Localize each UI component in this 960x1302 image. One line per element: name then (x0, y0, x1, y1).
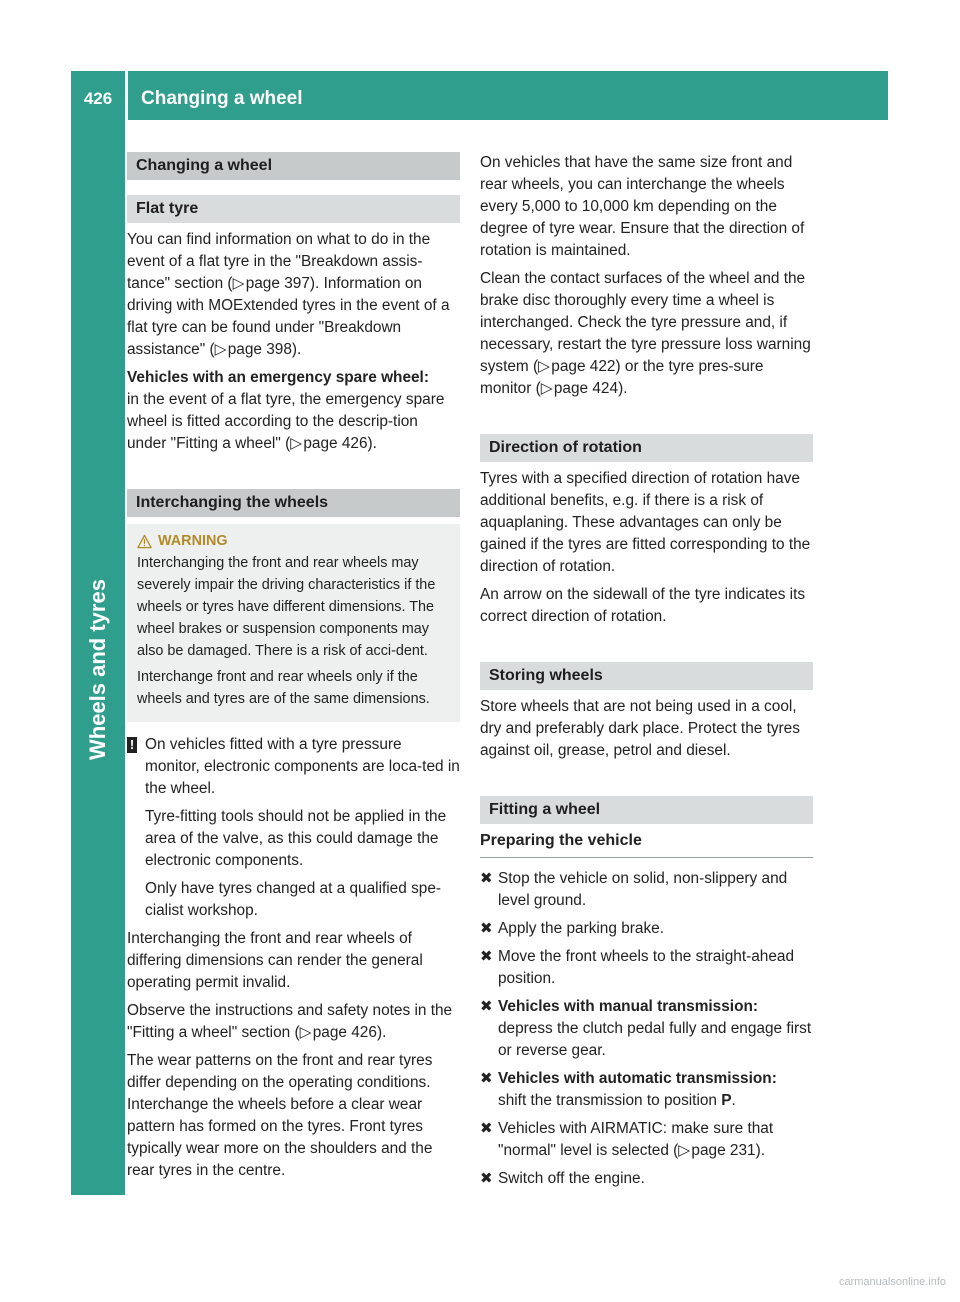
step-arrow-icon: ✖ (480, 1170, 493, 1187)
step-arrow-icon: ✖ (480, 1070, 493, 1087)
page-ref-arrow-icon: ▷ (232, 275, 246, 292)
spare-wheel-label: Vehicles with an emergency spare wheel: (127, 369, 429, 386)
body-paragraph: Interchanging the front and rear wheels of differing dimensions can render the general operating permit invalid. (127, 930, 423, 991)
page-header (71, 71, 888, 120)
step-arrow-icon: ✖ (480, 948, 493, 965)
section-title-storing: Storing wheels (480, 662, 813, 690)
page-title: Changing a wheel (141, 88, 303, 109)
page-ref-arrow-icon: ▷ (540, 380, 554, 397)
page-link-426[interactable]: page 426 (312, 1024, 377, 1041)
page-link-422[interactable]: page 422 (551, 358, 616, 375)
section-title-changing-wheel: Changing a wheel (127, 152, 460, 180)
page-ref-arrow-icon: ▷ (538, 358, 552, 375)
step-arrow-icon: ✖ (480, 870, 493, 887)
warning-text: Interchange front and rear wheels only if the wheels and tyres are of the same dimensions. (137, 669, 430, 707)
step-arrow-icon: ✖ (480, 920, 493, 937)
watermark: carmanualsonline.info (838, 1276, 946, 1288)
note-block (127, 734, 460, 922)
exclamation-icon: ! (127, 737, 137, 753)
body-paragraph: Store wheels that are not being used in a cool, dry and preferably dark place. Protect the tyres against oil, grease, petrol and diesel. (480, 698, 800, 759)
page-link-424[interactable]: page 424 (553, 380, 619, 397)
body-paragraph: Observe the instructions and safety notes in the "Fitting a wheel" section (▷ page 426). (127, 1002, 453, 1041)
section-title-interchanging: Interchanging the wheels (127, 489, 460, 517)
page-ref-arrow-icon: ▷ (678, 1142, 692, 1159)
page-link-426[interactable]: page 426 (303, 435, 368, 452)
page-link-397[interactable]: page 397 (245, 275, 310, 292)
warning-text: Interchanging the front and rear wheels may severely impair the driving characteristics if the wheels or tyres have different dimensions. The wheel brakes or suspension components may also be damaged. There is a risk of acci-dent. (137, 555, 436, 659)
body-paragraph: On vehicles that have the same size front and rear wheels, you can interchange the wheels every 5,000 to 10,000 km depending on the degree of tyre wear. Ensure that the direction of rotation is maintained. (480, 154, 805, 259)
warning-title: WARNING (158, 533, 228, 549)
side-tab-label: Wheels and tyres (85, 579, 110, 760)
note-text: Only have tyres changed at a qualified spe-cialist workshop. (145, 880, 442, 919)
note-text: Tyre-fitting tools should not be applied in the area of the valve, as this could damage the electronic components. (145, 808, 447, 869)
page-number: 426 (83, 89, 113, 108)
instruction-step: ✖ Vehicles with automatic transmission: shift the transmission to position P. (480, 1070, 777, 1109)
note-text: On vehicles fitted with a tyre pressure monitor, electronic components are loca-ted in the wheel. (145, 736, 460, 797)
subheading-preparing-vehicle: Preparing the vehicle (480, 830, 813, 858)
instruction-step: ✖ Switch off the engine. (480, 1168, 813, 1190)
spare-wheel-paragraph: Vehicles with an emergency spare wheel: in the event of a flat tyre, the emergency spare wheel is fitted according to the descrip-tion under "Fitting a wheel" (▷ page 426). (127, 369, 445, 452)
header-divider (125, 71, 128, 120)
page-ref-arrow-icon: ▷ (214, 341, 228, 358)
right-column (480, 152, 813, 1196)
left-column (127, 152, 460, 1188)
body-paragraph: The wear patterns on the front and rear tyres differ depending on the operating conditions. Interchange the wheels before a clear wear pattern has formed on the tyres. Front tyres typically wear more on the shoulders and the rear tyres in the centre. (127, 1052, 433, 1179)
section-title-fitting: Fitting a wheel (480, 796, 813, 824)
page-ref-arrow-icon: ▷ (299, 1024, 313, 1041)
step-arrow-icon: ✖ (480, 1120, 493, 1137)
instruction-step: ✖ Stop the vehicle on solid, non-slippery and level ground. (480, 870, 788, 909)
flat-tyre-paragraph: You can find information on what to do in the event of a flat tyre in the "Breakdown assis-tance" section (▷ page 397). Information on driving with MOExtended tyres in the event of a flat tyre can be found under "Breakdown assistance" (▷ page 398). (127, 231, 450, 358)
page-link-398[interactable]: page 398 (227, 341, 292, 358)
section-title-direction: Direction of rotation (480, 434, 813, 462)
instruction-step: ✖ Move the front wheels to the straight-ahead position. (480, 948, 795, 987)
body-paragraph: Tyres with a specified direction of rotation have additional benefits, e.g. if there is a risk of aquaplaning. These advantages can only be gained if the tyres are fitted corresponding to the direction of rotation. (480, 470, 811, 575)
instruction-step: ✖ Vehicles with AIRMATIC: make sure that "normal" level is selected (▷ page 231). (480, 1120, 774, 1159)
step-arrow-icon: ✖ (480, 998, 493, 1015)
page-ref-arrow-icon: ▷ (290, 435, 304, 452)
body-paragraph: An arrow on the sidewall of the tyre indicates its correct direction of rotation. (480, 586, 806, 625)
subsection-title-flat-tyre: Flat tyre (127, 195, 460, 223)
body-paragraph: Clean the contact surfaces of the wheel and the brake disc thoroughly every time a wheel is interchanged. Check the tyre pressure and, if necessary, restart the tyre pressure loss warning system (▷ page 422) or the tyre pres-sure monitor (▷ page 424). (480, 270, 811, 397)
warning-box (127, 524, 460, 722)
instruction-step: ✖ Apply the parking brake. (480, 918, 813, 940)
warning-header (137, 530, 450, 552)
page-link-231[interactable]: page 231 (691, 1142, 756, 1159)
warning-triangle-icon (137, 534, 152, 549)
instruction-step: ✖ Vehicles with manual transmission: depress the clutch pedal fully and engage first or reverse gear. (480, 998, 812, 1059)
